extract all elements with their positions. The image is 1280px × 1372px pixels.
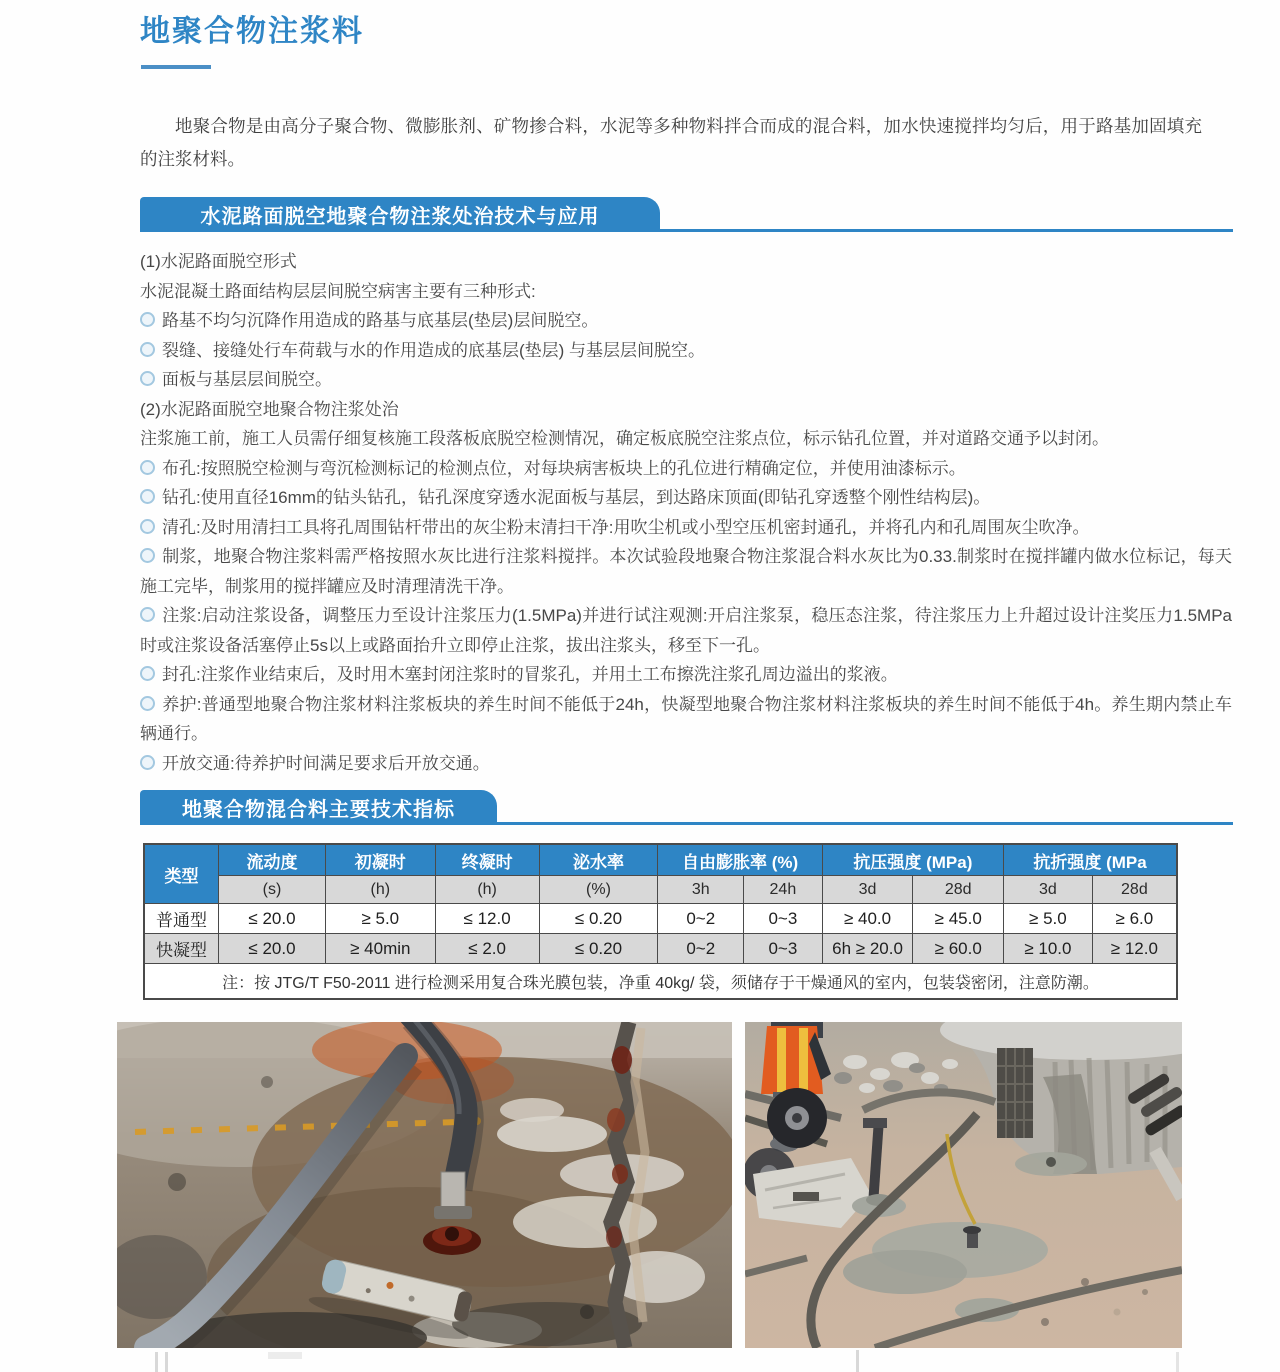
photo-grouting-worksite xyxy=(745,1022,1182,1348)
value-cell: ≥ 12.0 xyxy=(1092,934,1177,964)
bullet-item xyxy=(140,483,1232,513)
paragraph-line xyxy=(140,277,1232,307)
col-header-type: 类型 xyxy=(144,844,219,904)
col-unit: (h) xyxy=(435,876,539,904)
paragraph-text: (2)水泥路面脱空地聚合物注浆处治 xyxy=(140,399,399,419)
intro-paragraph: 地聚合物是由高分子聚合物、微膨胀剂、矿物掺合料，水泥等多种物料拌合而成的混合料，加水快速搅拌均匀后，用于路基加固填充的注浆材料。 xyxy=(140,116,1202,169)
paragraph-text: 注浆施工前，施工人员需仔细复核施工段落板底脱空检测情况，确定板底脱空注浆点位，标示钻孔位置，并对道路交通予以封闭。 xyxy=(140,429,1109,448)
col-subheader: 3d xyxy=(1004,876,1093,904)
table-note-row xyxy=(144,964,1177,1000)
col-header-group: 抗压强度 (MPa) xyxy=(822,844,1003,876)
paragraph-line xyxy=(140,395,1232,425)
col-header: 泌水率 xyxy=(539,844,658,876)
paragraph-text: 注浆:启动注浆设备，调整压力至设计注浆压力(1.5MPa)并进行试注观测:开启注浆泵，稳压态注浆，待注浆压力上升超过设计注奖压力1.5MPa时或注浆设备活塞停止5s以上或路面抬升立即停止注浆，拔出注浆头，移至下一孔。 xyxy=(140,606,1232,655)
paragraph-text: 制浆，地聚合物注浆料需严格按照水灰比进行注浆料搅拌。本次试验段地聚合物注浆混合料水灰比为0.33.制浆时在搅拌罐内做水位标记，每天施工完毕，制浆用的搅拌罐应及时清理清洗干净。 xyxy=(140,547,1232,596)
ring-bullet-icon xyxy=(140,371,155,386)
table-row xyxy=(144,904,1177,934)
bullet-item xyxy=(140,601,1232,660)
value-cell: ≤ 2.0 xyxy=(435,934,539,964)
paragraph-text: 清孔:及时用清扫工具将孔周围钻杆带出的灰尘粉末清扫干净:用吹尘机或小型空压机密封通孔，并将孔内和孔周围灰尘吹净。 xyxy=(162,517,1090,537)
paragraph-text: 路基不均匀沉降作用造成的路基与底基层(垫层)层间脱空。 xyxy=(162,311,599,330)
col-header: 终凝时 xyxy=(435,844,539,876)
ring-bullet-icon xyxy=(140,607,155,622)
value-cell: ≥ 10.0 xyxy=(1004,934,1093,964)
paragraph-text: 水泥混凝土路面结构层层间脱空病害主要有三种形式: xyxy=(140,281,536,301)
next-row-ghost-line xyxy=(1176,1352,1179,1372)
col-header: 流动度 xyxy=(219,844,326,876)
paragraph-line xyxy=(140,247,1232,277)
paragraph-text: 封孔:注浆作业结束后，及时用木塞封闭注浆时的冒浆孔，并用土工布擦洗注浆孔周边溢出的浆液。 xyxy=(162,665,898,684)
col-subheader: 3h xyxy=(658,876,744,904)
col-header-group: 抗折强度 (MPa xyxy=(1004,844,1177,876)
paragraph-text: 养护:普通型地聚合物注浆材料注浆板块的养生时间不能低于24h，快凝型地聚合物注浆材料注浆板块的养生时间不能低于4h。养生期内禁止车辆通行。 xyxy=(140,694,1232,743)
value-cell: ≥ 5.0 xyxy=(1004,904,1093,934)
col-header: 初凝时 xyxy=(325,844,435,876)
paragraph-text: (1)水泥路面脱空形式 xyxy=(140,252,297,271)
value-cell: ≤ 12.0 xyxy=(435,904,539,934)
col-subheader: 28d xyxy=(1092,876,1177,904)
col-unit: (%) xyxy=(539,876,658,904)
section1-heading: 水泥路面脱空地聚合物注浆处治技术与应用 xyxy=(140,197,660,232)
bullet-item xyxy=(140,365,1232,395)
value-cell: 0~3 xyxy=(744,904,823,934)
next-row-ghost-block xyxy=(268,1352,302,1359)
value-cell: ≥ 45.0 xyxy=(913,904,1004,934)
ring-bullet-icon xyxy=(140,548,155,563)
paragraph-text: 面板与基层层间脱空。 xyxy=(162,370,332,389)
bullet-item xyxy=(140,336,1232,366)
ring-bullet-icon xyxy=(140,666,155,681)
paragraph-text: 裂缝、接缝处行车荷载与水的作用造成的底基层(垫层) 与基层层间脱空。 xyxy=(162,340,706,360)
row-type-cell: 快凝型 xyxy=(144,934,219,964)
value-cell: ≤ 0.20 xyxy=(539,934,658,964)
spec-table xyxy=(143,843,1178,1000)
next-row-ghost-line xyxy=(856,1350,859,1372)
row-type-cell: 普通型 xyxy=(144,904,219,934)
value-cell: ≥ 5.0 xyxy=(325,904,435,934)
ring-bullet-icon xyxy=(140,755,155,770)
section2-heading: 地聚合物混合料主要技术指标 xyxy=(140,790,497,825)
paragraph-text: 布孔:按照脱空检测与弯沉检测标记的检测点位，对每块病害板块上的孔位进行精确定位，并使用油漆标示。 xyxy=(162,458,966,478)
paragraph-text: 钻孔:使用直径16mm的钻头钻孔，钻孔深度穿透水泥面板与基层，到达路床顶面(即钻孔穿透整个刚性结构层)。 xyxy=(162,488,991,507)
bullet-item xyxy=(140,454,1232,484)
grouting-port-photo-graphic xyxy=(117,1022,732,1348)
section1-body xyxy=(140,247,1232,778)
value-cell: ≥ 40min xyxy=(325,934,435,964)
col-header-group: 自由膨胀率 (%) xyxy=(658,844,822,876)
bullet-item xyxy=(140,542,1232,601)
paragraph-line xyxy=(140,424,1232,454)
value-cell: 0~2 xyxy=(658,904,744,934)
ring-bullet-icon xyxy=(140,312,155,327)
table-row xyxy=(144,934,1177,964)
next-row-ghost-line xyxy=(165,1352,168,1372)
ring-bullet-icon xyxy=(140,519,155,534)
value-cell: ≤ 20.0 xyxy=(219,934,326,964)
bullet-item xyxy=(140,513,1232,543)
value-cell: ≥ 40.0 xyxy=(822,904,913,934)
paragraph-text: 开放交通:待养护时间满足要求后开放交通。 xyxy=(162,753,490,773)
col-subheader: 28d xyxy=(913,876,1004,904)
photo-row xyxy=(117,1022,1197,1348)
bullet-item xyxy=(140,306,1232,336)
ring-bullet-icon xyxy=(140,460,155,475)
photo-grouting-port-and-hose xyxy=(117,1022,732,1348)
ring-bullet-icon xyxy=(140,696,155,711)
worksite-photo-graphic xyxy=(745,1022,1182,1348)
col-unit: (h) xyxy=(325,876,435,904)
col-subheader: 3d xyxy=(822,876,913,904)
ring-bullet-icon xyxy=(140,342,155,357)
value-cell: ≤ 20.0 xyxy=(219,904,326,934)
col-unit: (s) xyxy=(219,876,326,904)
col-subheader: 24h xyxy=(744,876,823,904)
ring-bullet-icon xyxy=(140,489,155,504)
next-row-ghost-line xyxy=(155,1352,158,1372)
title-underline xyxy=(141,65,211,69)
value-cell: ≥ 6.0 xyxy=(1092,904,1177,934)
value-cell: ≤ 0.20 xyxy=(539,904,658,934)
value-cell: 6h ≥ 20.0 xyxy=(822,934,913,964)
value-cell: ≥ 60.0 xyxy=(913,934,1004,964)
bullet-item xyxy=(140,660,1232,690)
page-title: 地聚合物注浆料 xyxy=(140,15,364,48)
table-note: 注：按 JTG/T F50-2011 进行检测采用复合珠光膜包装，净重 40kg/ 袋，须储存于干燥通风的室内，包装袋密闭，注意防潮。 xyxy=(144,964,1177,1000)
bullet-item xyxy=(140,749,1232,779)
value-cell: 0~2 xyxy=(658,934,744,964)
value-cell: 0~3 xyxy=(744,934,823,964)
bullet-item xyxy=(140,690,1232,749)
